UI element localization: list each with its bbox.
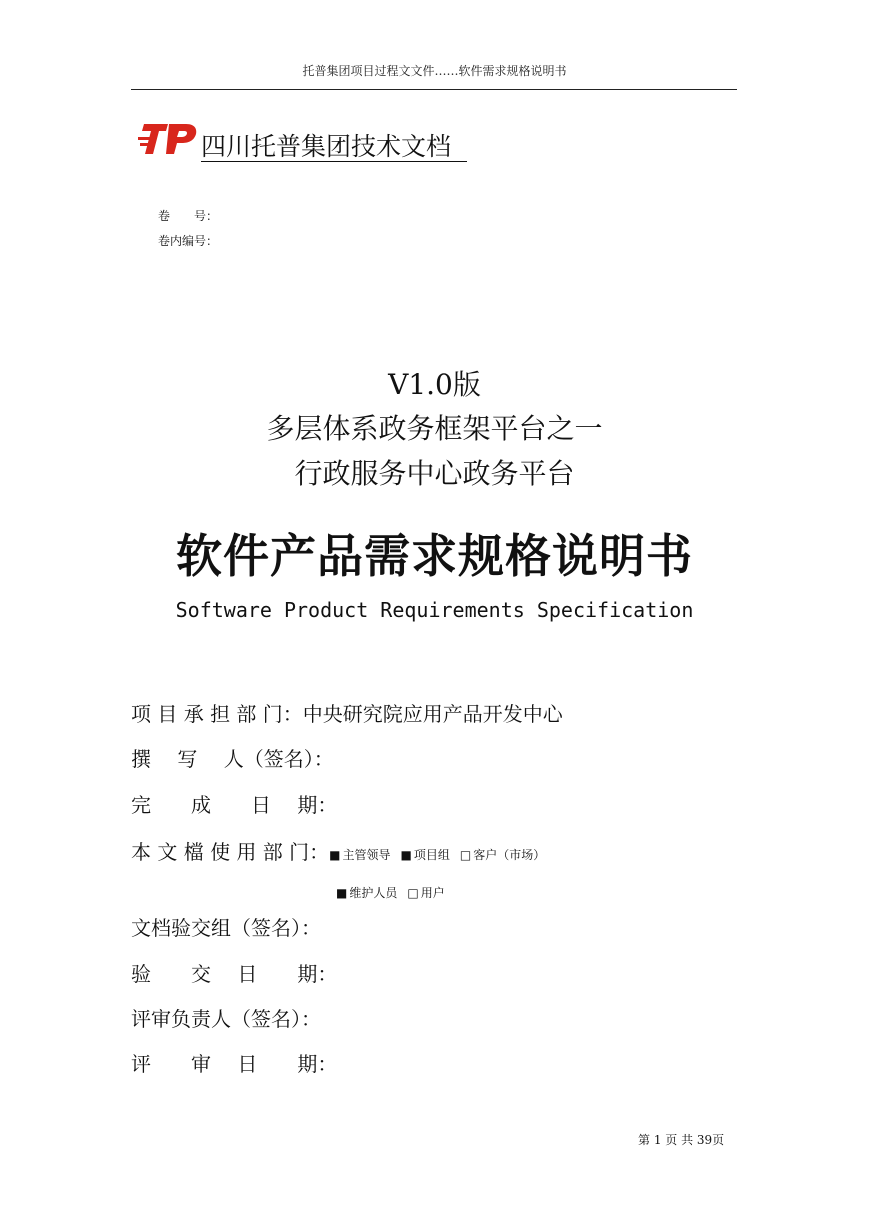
checkbox-icon: □ — [459, 848, 472, 862]
usage-options-row2 — [336, 884, 445, 901]
usage-option — [460, 848, 545, 862]
field-reviewer — [131, 1003, 321, 1032]
page-header-text: 托普集团项目过程文文件……软件需求规格说明书 — [302, 64, 567, 78]
usage-option-label: 项目组 — [413, 848, 450, 862]
field-review-group — [131, 912, 321, 941]
checkbox-icon: ■ — [400, 848, 412, 862]
field-review-date — [131, 1048, 337, 1077]
tp-logo-icon — [138, 121, 198, 157]
reviewer-label: 评审负责人（签名）： — [131, 1007, 321, 1031]
usage-option — [407, 886, 444, 900]
field-check-date — [131, 958, 337, 987]
subtitle-platform: 行政服务中心政务平台 — [294, 457, 575, 490]
complete-date-label: 完 成 日 期： — [131, 793, 338, 817]
brand-title: 四川托普集团技术文档 — [201, 133, 467, 162]
department-value: 中央研究院应用产品开发中心 — [302, 702, 563, 726]
version-title: V1.0版 — [388, 368, 481, 401]
field-complete-date — [131, 789, 337, 818]
usage-option-label: 主管领导 — [342, 848, 391, 862]
volume-number-label: 卷 号： — [158, 209, 219, 223]
review-date-label: 评 审 日 期： — [131, 1052, 338, 1076]
company-logo — [138, 121, 198, 157]
checkbox-icon: ■ — [336, 886, 348, 900]
inner-number-label: 卷内编号： — [158, 234, 219, 248]
department-label: 项 目 承 担 部 门： — [131, 702, 303, 726]
usage-option-label: 维护人员 — [349, 886, 398, 900]
field-usage-departments — [131, 836, 545, 865]
field-department — [131, 698, 563, 727]
usage-option — [329, 848, 390, 862]
english-title: Software Product Requirements Specification — [175, 598, 694, 622]
writer-label: 撰 写 人（签名）： — [131, 747, 334, 771]
header-divider — [131, 89, 737, 90]
check-date-label: 验 交 日 期： — [131, 962, 338, 986]
subtitle-framework: 多层体系政务框架平台之一 — [266, 412, 603, 445]
checkbox-icon: ■ — [329, 848, 341, 862]
field-writer — [131, 743, 334, 772]
usage-label: 本 文 檔 使 用 部 门： — [131, 840, 330, 864]
checkbox-icon: □ — [407, 886, 419, 900]
usage-option-label: 用户 — [420, 886, 445, 900]
usage-option — [401, 848, 450, 862]
page-footer: 第 1 页 共 39页 — [638, 1133, 725, 1147]
document-main-title: 软件产品需求规格说明书 — [176, 529, 693, 583]
usage-option-label: 客户（市场） — [473, 848, 546, 862]
usage-option — [336, 886, 397, 900]
review-group-label: 文档验交组（签名）： — [131, 916, 321, 940]
